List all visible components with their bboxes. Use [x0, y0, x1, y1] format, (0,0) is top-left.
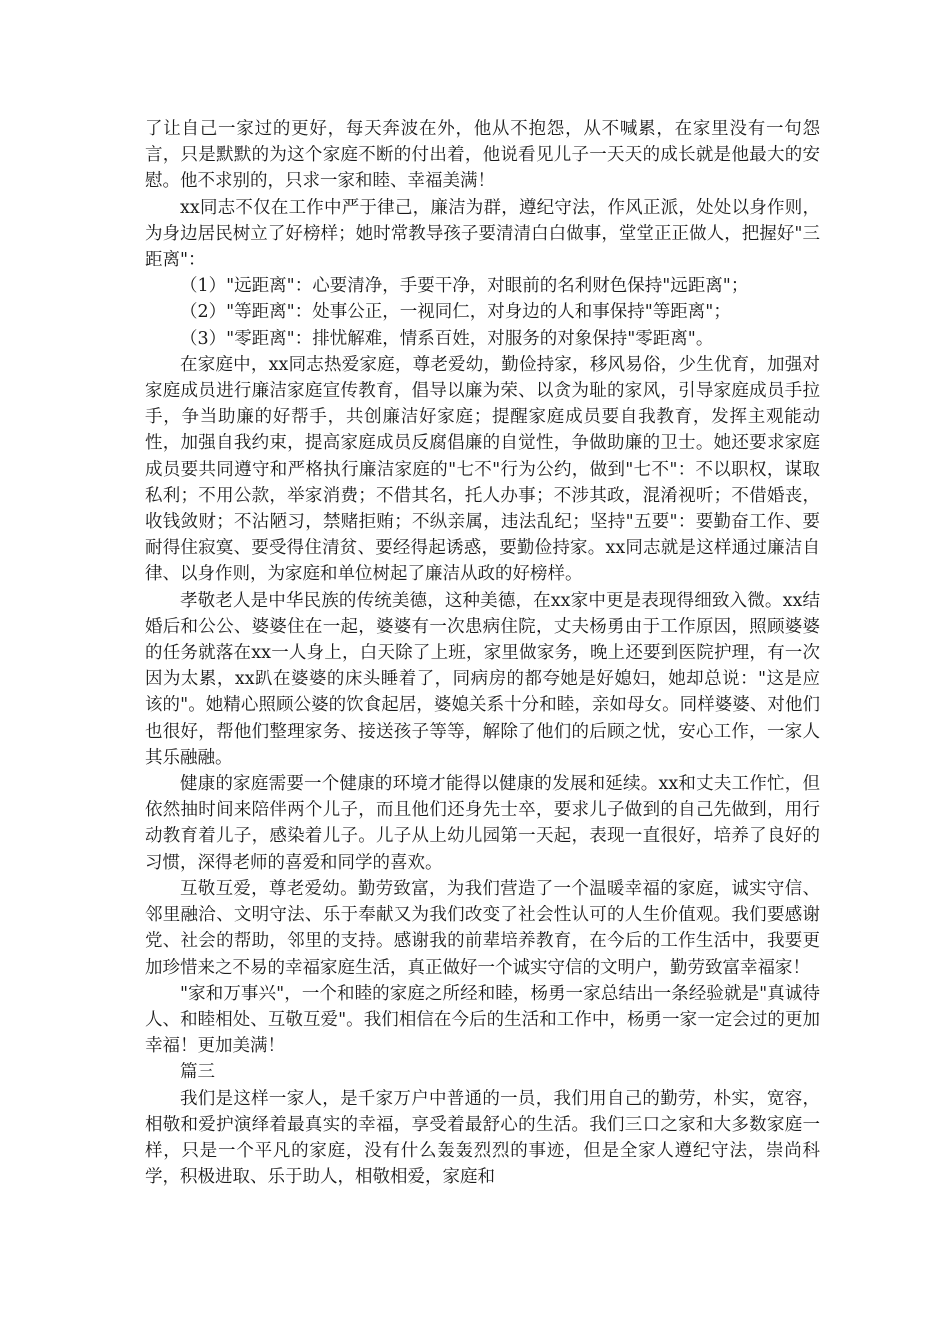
list-item-far-distance: （1）"远距离"：心要清净，手要干净，对眼前的名利财色保持"远距离"； [180, 276, 749, 297]
paragraph-healthy-family: 健康的家庭需要一个健康的环境才能得以健康的发展和延续。xx和丈夫工作忙，但依然抽时间来陪伴两个儿子，而且他们还身先士卒，要求儿子做到的自己先做到，用行动教育着儿子，感染着儿子。儿子从上幼儿园第一天起，表现一直很好，培养了良好的习惯，深得老师的喜爱和同学的喜欢。 [145, 774, 820, 873]
paragraph-filial-piety: 孝敬老人是中华民族的传统美德，这种美德，在xx家中更是表现得细致入微。xx结婚后和公公、婆婆住在一起，婆婆有一次患病住院，丈夫杨勇由于工作原因，照顾婆婆的任务就落在xx一人身上，白天除了上班，家里做家务，晚上还要到医院护理，有一次因为太累，xx趴在婆婆的床头睡着了，同病房的都夸她是好媳妇，她却总说："这是应该的"。她精心照顾公婆的饮食起居，婆媳关系十分和睦，亲如母女。同样婆婆、对他们也很好，帮他们整理家务、接送孩子等等，解除了他们的后顾之忧，安心工作，一家人其乐融融。 [145, 590, 820, 768]
list-item-zero-distance: （3）"零距离"：排忧解难，情系百姓，对服务的对象保持"零距离"。 [180, 328, 714, 349]
paragraph-mutual-respect: 互敬互爱，尊老爱幼。勤劳致富，为我们营造了一个温暖幸福的家庭，诚实守信、邻里融洽、文明守法、乐于奉献又为我们改变了社会性认可的人生价值观。我们要感谢党、社会的帮助，邻里的支持。感谢我的前辈培养教育，在今后的工作生活中，我要更加珍惜来之不易的幸福家庭生活，真正做好一个诚实守信的文明户，勤劳致富幸福家！ [145, 878, 820, 978]
paragraph-part-three: 我们是这样一家人，是千家万户中普通的一员，我们用自己的勤劳，朴实，宽容，相敬和爱护演绎着最真实的幸福，享受着最舒心的生活。我们三口之家和大多数家庭一样，只是一个平凡的家庭，没有什么轰轰烈烈的事迹，但是全家人遵纪守法，崇尚科学，积极进取、乐于助人，相敬相爱，家庭和 [145, 1088, 820, 1188]
paragraph-harmony: "家和万事兴"，一个和睦的家庭之所经和睦，杨勇一家总结出一条经验就是"真诚待人、和睦相处、互敬互爱"。我们相信在今后的生活和工作中，杨勇一家一定会过的更加幸福！更加美满！ [145, 983, 820, 1057]
paragraph-family: 在家庭中，xx同志热爱家庭，尊老爱幼，勤俭持家，移风易俗，少生优育，加强对家庭成员进行廉洁家庭宣传教育，倡导以廉为荣、以贪为耻的家风，引导家庭成员手拉手，争当助廉的好帮手，共创廉洁好家庭；提醒家庭成员要自我教育，发挥主观能动性，加强自我约束，提高家庭成员反腐倡廉的自觉性，争做助廉的卫士。她还要求家庭成员要共同遵守和严格执行廉洁家庭的"七不"行为公约，做到"七不"：不以职权，谋取私利；不用公款，举家消费；不借其名，托人办事；不涉其政，混淆视听；不借婚丧，收钱敛财；不沾陋习，禁赌拒贿；不纵亲属，违法乱纪；坚持"五要"：要勤奋工作、要耐得住寂寞、要受得住清贫、要经得起诱惑，要勤俭持家。xx同志就是这样通过廉洁自律、以身作则，为家庭和单位树起了廉洁从政的好榜样。 [145, 354, 820, 585]
list-item-equal-distance: （2）"等距离"：处事公正，一视同仁，对身边的人和事保持"等距离"； [180, 302, 731, 323]
section-heading: 篇三 [180, 1062, 215, 1083]
paragraph-integrity: xx同志不仅在工作中严于律己，廉洁为群，遵纪守法，作风正派，处处以身作则，为身边居民树立了好榜样；她时常教导孩子要清清白白做事，堂堂正正做人，把握好"三距离"： [145, 197, 820, 271]
paragraph-intro: 了让自己一家过的更好，每天奔波在外，他从不抱怨，从不喊累，在家里没有一句怨言，只是默默的为这个家庭不断的付出着，他说看见儿子一天天的成长就是他最大的安慰。他不求别的，只求一家和睦、幸福美满！ [145, 119, 820, 192]
document-body [145, 116, 820, 1190]
